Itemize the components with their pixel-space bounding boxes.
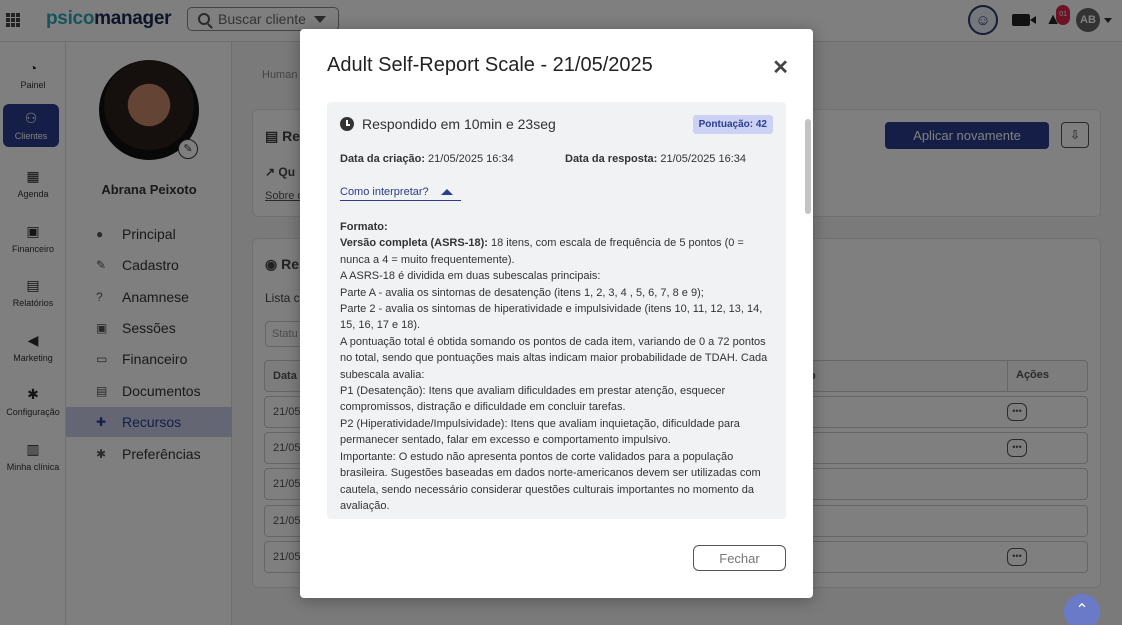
response-date: Data da resposta: 21/05/2025 16:34 bbox=[565, 153, 747, 165]
interpretation-text: Formato: Versão completa (ASRS-18): 18 itens, com escala de frequência de 5 pontos (0 = nunca a 4 = muito frequentemente). A ASRS-18 é dividida em duas subescalas principais: Parte A - avalia os sintomas de desatenção (itens 1, 2, 3, 4 , 5, 6, 7, 8 e 9); Parte 2 - avalia os sintomas de hiperatividade e impulsividade (itens 10, 11, 12, 13, 14, 15, 16, 17 e 18). A pontuação total é obtida somando os pontos de cada item, variando de 0 a 72 pontos no total, sendo que pontuações mais altas indicam maior probabilidade de TDAH. Cada subescala avalia: P1 (Desatenção): Itens que avaliam dificuldades em prestar atenção, esquecer compromissos, distração e dificuldade em concluir tarefas. P2 (Hiperatividade/Impulsividade): Itens que avaliam inquietação, dificuldade para permanecer sentado, falar em excesso e comportamento impulsivo. Importante: O estudo não apresenta pontos de corte validados para a população brasileira. Sugestões baseadas em dados norte-americanos devem ser utilizadas com cautela, sendo necessário considerar questões culturais importantes no momento da avaliação. bbox=[340, 221, 768, 512]
result-modal bbox=[300, 29, 813, 598]
clock-icon bbox=[340, 117, 354, 131]
scroll-top-button[interactable]: ⌃ bbox=[1064, 594, 1100, 625]
response-time: Respondido em 10min e 23seg bbox=[340, 116, 556, 132]
modal-title: Adult Self-Report Scale - 21/05/2025 bbox=[327, 54, 653, 76]
result-details[interactable] bbox=[327, 102, 786, 519]
close-button[interactable]: Fechar bbox=[693, 545, 786, 571]
chevron-up-icon bbox=[441, 189, 453, 195]
creation-date: Data da criação: 21/05/2025 16:34 bbox=[340, 153, 514, 165]
score-badge: Pontuação: 42 bbox=[693, 115, 773, 134]
close-icon[interactable]: ✕ bbox=[772, 57, 789, 79]
scrollbar[interactable] bbox=[805, 119, 811, 214]
interpret-toggle[interactable]: Como interpretar? bbox=[340, 186, 461, 201]
